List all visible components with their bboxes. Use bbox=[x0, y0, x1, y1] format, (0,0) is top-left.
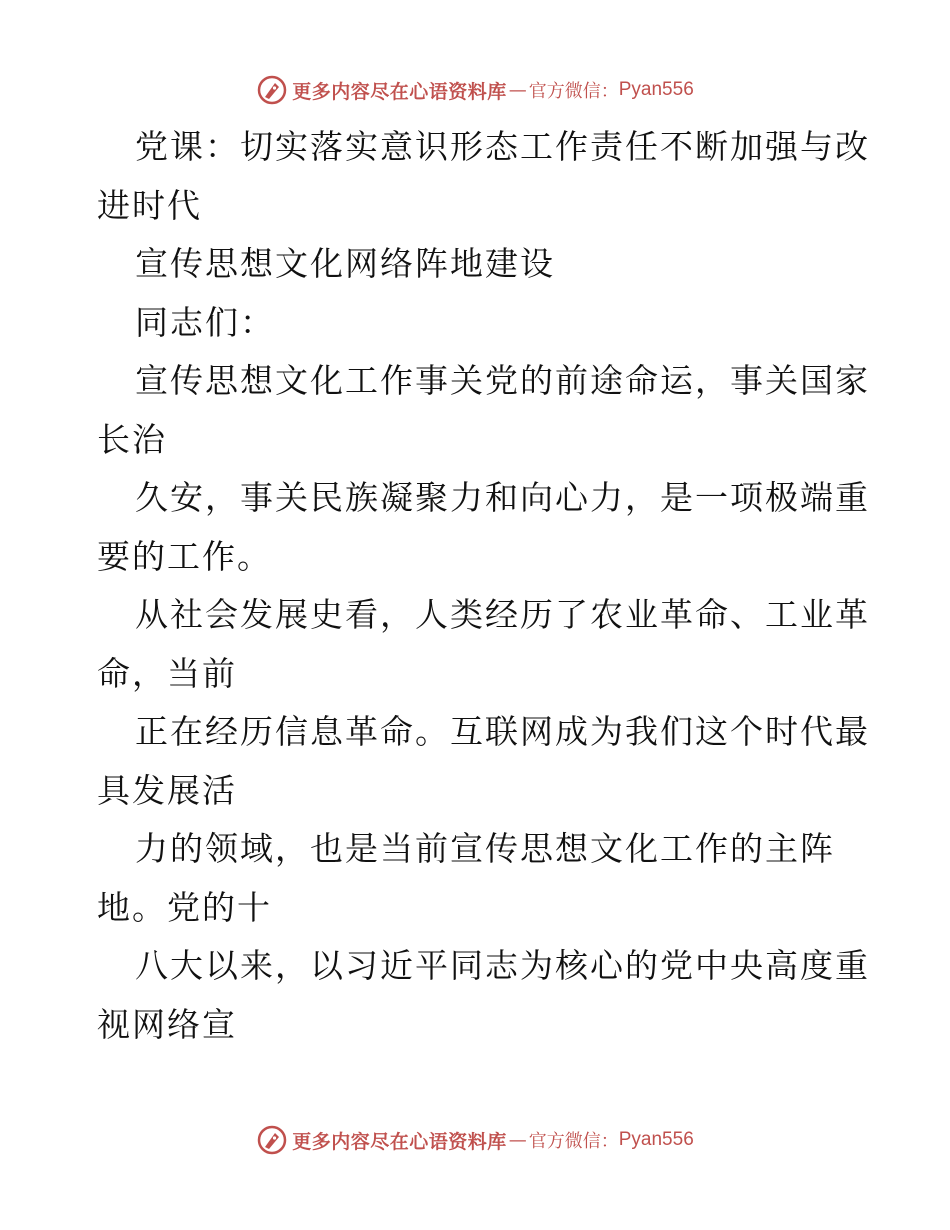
paragraph-line: 视网络宣 bbox=[97, 1004, 237, 1044]
paragraph-line: 要的工作。 bbox=[97, 536, 272, 576]
pen-nib-icon bbox=[256, 1124, 288, 1156]
paragraph-line: 命，当前 bbox=[97, 653, 237, 693]
banner-dash: — bbox=[508, 79, 527, 101]
paragraph-line: 正在经历信息革命。互联网成为我们这个时代最 bbox=[135, 712, 870, 751]
paragraph-line: 地。党的十 bbox=[97, 887, 272, 927]
paragraph-line: 宣传思想文化工作事关党的前途命运，事关国家 bbox=[135, 361, 870, 400]
subtitle-line: 宣传思想文化网络阵地建设 bbox=[135, 244, 555, 283]
pen-nib-icon bbox=[256, 74, 288, 106]
title-line-1: 党课：切实落实意识形态工作责任不断加强与改 bbox=[135, 127, 870, 166]
banner-wechat-label: 官方微信： bbox=[528, 81, 619, 102]
banner-title: 更多内容尽在心语资料库 bbox=[292, 1130, 507, 1153]
banner-wechat-id: Pyan556 bbox=[618, 1129, 694, 1150]
paragraph-line: 具发展活 bbox=[97, 770, 237, 810]
footer-banner bbox=[0, 1122, 950, 1158]
document-body bbox=[97, 118, 870, 1054]
header-banner bbox=[0, 72, 950, 108]
paragraph-line: 久安，事关民族凝聚力和向心力，是一项极端重 bbox=[135, 478, 870, 517]
paragraph-line: 八大以来，以习近平同志为核心的党中央高度重 bbox=[135, 946, 870, 985]
title-line-2: 进时代 bbox=[97, 185, 202, 225]
salutation: 同志们： bbox=[135, 302, 275, 342]
banner-title: 更多内容尽在心语资料库 bbox=[292, 80, 507, 103]
paragraph-line: 力的领域，也是当前宣传思想文化工作的主阵 bbox=[135, 829, 835, 868]
banner-dash: — bbox=[508, 1129, 527, 1151]
banner-wechat-label: 官方微信： bbox=[528, 1131, 619, 1152]
paragraph-line: 长治 bbox=[97, 419, 167, 459]
banner-wechat-id: Pyan556 bbox=[618, 79, 694, 100]
paragraph-line: 从社会发展史看，人类经历了农业革命、工业革 bbox=[135, 595, 870, 634]
